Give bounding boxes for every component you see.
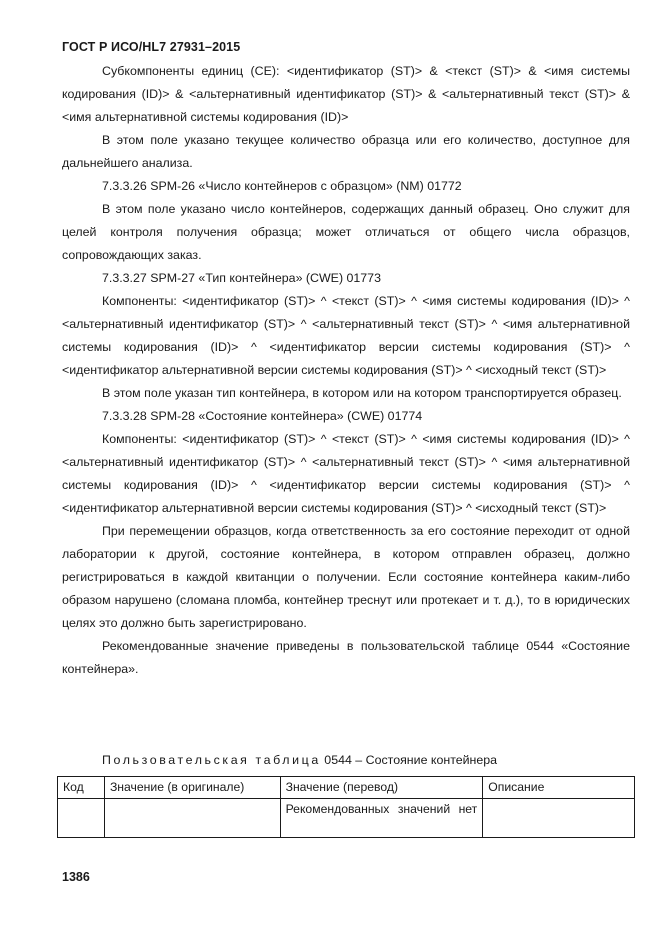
paragraph-quantity: В этом поле указано текущее количество образца или его количество, доступное для дальнейшего анализа. <box>62 133 630 170</box>
paragraph-spm28-components: Компоненты: <идентификатор (ST)> ^ <текст (ST)> ^ <имя системы кодирования (ID)> ^ <альтернативный идентификатор (ST)> ^ <альтернативный текст (ST)> ^ <имя альтернативной системы кодирования (ID)> ^ <идентификатор версии системы кодирования (ST)> ^ <идентификатор альтернативной версии системы кодирования (ST)> ^ <исходный текст (ST)> <box>62 432 630 515</box>
column-header-original-value: Значение (в оригинале) <box>104 777 280 799</box>
column-header-description: Описание <box>483 777 635 799</box>
column-header-translated-value: Значение (перевод) <box>280 777 483 799</box>
paragraph-spm27-components: Компоненты: <идентификатор (ST)> ^ <текст (ST)> ^ <имя системы кодирования (ID)> ^ <альтернативный идентификатор (ST)> ^ <альтернативный текст (ST)> ^ <имя альтернативной системы кодирования (ID)> ^ <идентификатор версии системы кодирования (ST)> ^ <идентификатор альтернативной версии системы кодирования (ST)> ^ <исходный текст (ST)> <box>62 294 630 377</box>
paragraph-container-count: В этом поле указано число контейнеров, содержащих данный образец. Оно служит для целей контроля получения образца; может отличаться от общего числа образцов, сопровождающих заказ. <box>62 202 630 262</box>
table-cell-translated-value <box>280 799 483 838</box>
table-cell-code <box>58 799 105 838</box>
document-header: ГОСТ Р ИСО/HL7 27931–2015 <box>62 40 241 54</box>
page-number: 1386 <box>62 870 90 884</box>
user-table-0544 <box>57 776 635 838</box>
paragraph-container-condition: При перемещении образцов, когда ответственность за его состояние переходит от одной лаборатории к другой, состояние контейнера, в котором отправлен образец, должно регистрироваться в каждой квитанции о получении. Если состояние контейнера каким-либо образом нарушено (сломана пломба, контейнер треснут или протекает и т. д.), то в юридических целях это должно быть зарегистрировано. <box>62 524 630 630</box>
paragraph-recommended-values: Рекомендованные значение приведены в пользовательской таблице 0544 «Состояние контейнера». <box>62 639 630 676</box>
section-heading-spm28: 7.3.3.28 SPM-28 «Состояние контейнера» (CWE) 01774 <box>102 409 423 423</box>
column-header-code: Код <box>58 777 105 799</box>
section-heading-spm26: 7.3.3.26 SPM-26 «Число контейнеров с образцом» (NM) 01772 <box>102 179 462 193</box>
no-recommended-values-text: Рекомендованных значений нет <box>285 802 478 816</box>
table-row <box>58 799 635 838</box>
paragraph-ce-subcomponents: Субкомпоненты единиц (CE): <идентификатор (ST)> & <текст (ST)> & <имя системы кодирования (ID)> & <альтернативный идентификатор (ST)> & <альтернативный текст (ST)> & <имя альтернативной системы кодирования (ID)> <box>62 64 630 124</box>
table-cell-description <box>483 799 635 838</box>
table-caption <box>102 751 497 769</box>
section-heading-spm27: 7.3.3.27 SPM-27 «Тип контейнера» (CWE) 01773 <box>102 271 381 285</box>
table-cell-original-value <box>104 799 280 838</box>
table-header-row <box>58 777 635 799</box>
paragraph-container-type: В этом поле указан тип контейнера, в котором или на котором транспортируется образец. <box>102 386 622 400</box>
body-text <box>62 60 630 681</box>
table-caption-title: 0544 – Состояние контейнера <box>324 753 498 767</box>
table-caption-label: Пользовательская таблица <box>102 753 321 767</box>
